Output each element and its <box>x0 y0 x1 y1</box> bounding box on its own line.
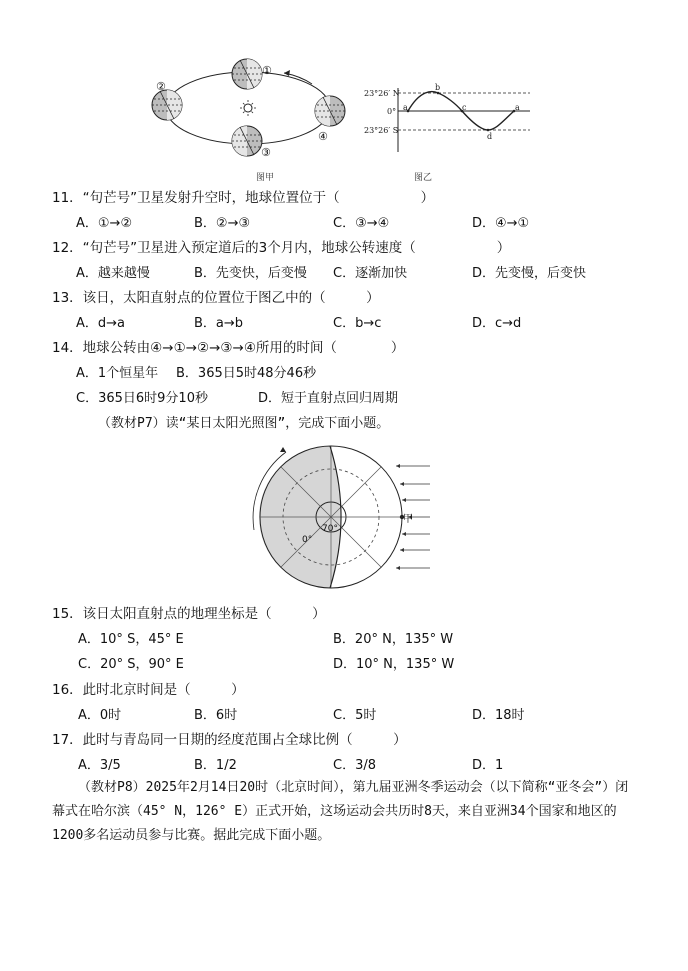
label-jia: 甲 <box>403 514 413 525</box>
q11-option-b[interactable]: B．②→③ <box>194 216 251 231</box>
q13-stem: 13．该日，太阳直射点的位置位于图乙中的（ ） <box>52 290 380 306</box>
q14-option-a[interactable]: A．1个恒星年 <box>76 366 159 381</box>
q12-option-a[interactable]: A．越来越慢 <box>76 266 150 281</box>
q15-option-d[interactable]: D．10° N，135° W <box>333 657 455 672</box>
label-0: 0° <box>302 535 313 545</box>
q15-option-a[interactable]: A．10° S，45° E <box>78 632 184 647</box>
orbit-label-2: ② <box>156 80 166 93</box>
q15-option-c[interactable]: C．20° S，90° E <box>78 657 184 672</box>
q16-option-c[interactable]: C．5时 <box>333 708 377 723</box>
intro-asian-winter-games: （教材P8）2025年2月14日20时（北京时间），第九届亚洲冬季运动会（以下简称“亚冬会”）闭幕式在哈尔滨（45° N，126° E）正式开始，这场运动会共历时8天，来自亚洲34个国家和地区的1200多名运动员参与比赛。据此完成下面小题。 <box>52 780 629 843</box>
q13-option-d[interactable]: D．c→d <box>472 316 522 331</box>
point-label-b: b <box>435 83 441 92</box>
q11-stem: 11．“句芒号”卫星发射升空时，地球位置位于（ ） <box>52 190 435 206</box>
orbit-label-1: ① <box>262 64 272 77</box>
q17-option-b[interactable]: B．1/2 <box>194 758 237 773</box>
q14-stem: 14．地球公转由④→①→②→③→④所用的时间（ ） <box>52 340 405 356</box>
q12-option-c[interactable]: C．逐渐加快 <box>333 266 408 281</box>
q17-option-a[interactable]: A．3/5 <box>78 758 121 773</box>
orbit-label-4: ④ <box>318 130 328 143</box>
q13-option-a[interactable]: A．d→a <box>76 316 126 331</box>
point-label-a2: a <box>515 103 520 112</box>
lat-zero-label: 0° <box>387 107 397 116</box>
point-label-a: a <box>403 103 408 112</box>
q12-option-b[interactable]: B．先变快，后变慢 <box>194 266 307 281</box>
q13-option-b[interactable]: B．a→b <box>194 316 244 331</box>
lat-south-label: 23°26′ S <box>364 126 399 135</box>
point-label-c: c <box>462 103 467 112</box>
q12-option-d[interactable]: D．先变慢，后变快 <box>472 266 587 281</box>
q17-stem: 17．此时与青岛同一日期的经度范围占全球比例（ ） <box>52 732 407 748</box>
caption-jia: 图甲 <box>256 173 275 183</box>
q13-option-c[interactable]: C．b→c <box>333 316 382 331</box>
q14-option-c[interactable]: C．365日6时9分10秒 <box>76 391 208 406</box>
point-label-d: d <box>487 132 493 141</box>
q12-stem: 12．“句芒号”卫星进入预定道后的3个月内，地球公转速度（ ） <box>52 240 511 256</box>
q16-option-d[interactable]: D．18时 <box>472 708 525 723</box>
q16-stem: 16．此时北京时间是（ ） <box>52 682 245 698</box>
q14-option-b[interactable]: B．365日5时48分46秒 <box>176 366 317 381</box>
q16-option-b[interactable]: B．6时 <box>194 708 238 723</box>
intro-sunlight-figure: （教材P7）读“某日太阳光照图”，完成下面小题。 <box>98 416 390 431</box>
q11-option-c[interactable]: C．③→④ <box>333 216 390 231</box>
q17-option-d[interactable]: D．1 <box>472 758 504 773</box>
label-70: 70° <box>322 524 338 534</box>
q17-option-c[interactable]: C．3/8 <box>333 758 376 773</box>
q14-option-d[interactable]: D．短于直射点回归周期 <box>258 391 399 406</box>
caption-yi: 图乙 <box>414 173 433 183</box>
q11-option-a[interactable]: A．①→② <box>76 216 133 231</box>
q15-option-b[interactable]: B．20° N，135° W <box>333 632 454 647</box>
orbit-label-3: ③ <box>261 146 271 159</box>
q11-option-d[interactable]: D．④→① <box>472 216 530 231</box>
q16-option-a[interactable]: A．0时 <box>78 708 122 723</box>
lat-north-label: 23°26′ N <box>364 89 400 98</box>
q15-stem: 15．该日太阳直射点的地理坐标是（ ） <box>52 606 326 622</box>
